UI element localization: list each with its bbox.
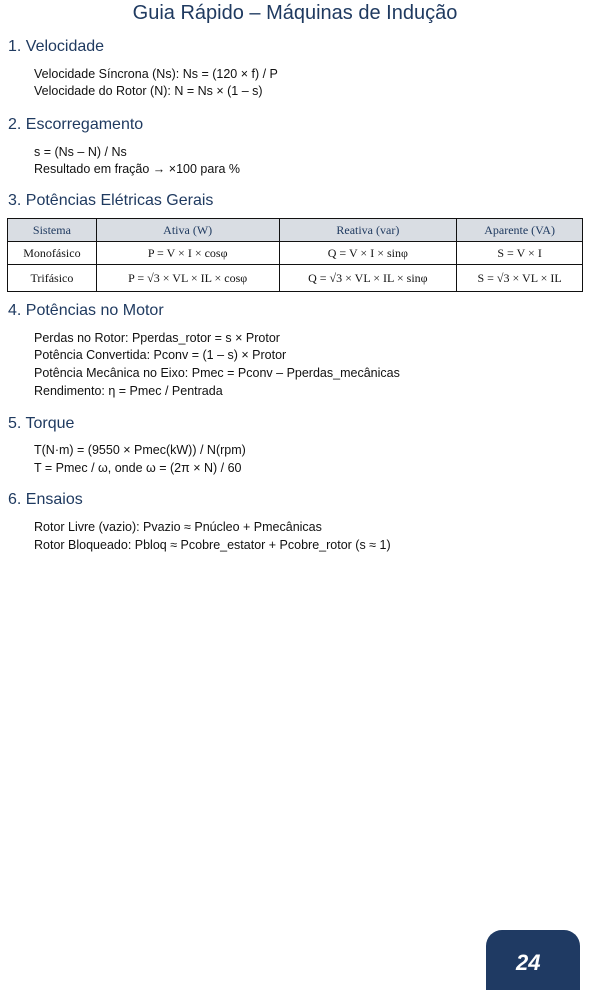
formula-line: Rotor Bloqueado: Pbloq ≈ Pcobre_estator + Pcobre_rotor (s ≈ 1) (34, 538, 391, 552)
section-title-velocidade: 1. Velocidade (8, 38, 105, 55)
table-cell: Q = V × I × sinφ (279, 242, 457, 265)
table-header-reativa: Reativa (var) (279, 219, 457, 242)
formula-line: Perdas no Rotor: Pperdas_rotor = s × Protor (34, 331, 280, 345)
power-table (7, 218, 583, 292)
formula-line: Potência Mecânica no Eixo: Pmec = Pconv – Pperdas_mecânicas (34, 366, 400, 380)
table-header-sistema: Sistema (8, 219, 97, 242)
table-row (8, 265, 583, 292)
table-cell: P = V × I × cosφ (96, 242, 279, 265)
table-header-ativa: Ativa (W) (96, 219, 279, 242)
formula-line: Resultado em fração → ×100 para % (34, 162, 241, 176)
section-title-ensaios: 6. Ensaios (8, 491, 83, 508)
section-title-escorregamento: 2. Escorregamento (8, 116, 144, 133)
formula-line: T(N·m) = (9550 × Pmec(kW)) / N(rpm) (34, 443, 246, 457)
formula-line: Velocidade Síncrona (Ns): Ns = (120 × f) / P (34, 67, 278, 81)
formula-line: Rotor Livre (vazio): Pvazio ≈ Pnúcleo + Pmecânicas (34, 520, 322, 534)
page-number: 24 (516, 950, 541, 975)
page-title: Guia Rápido – Máquinas de Indução (132, 2, 458, 24)
formula-line: Velocidade do Rotor (N): N = Ns × (1 – s) (34, 84, 263, 98)
section-title-potencias-motor: 4. Potências no Motor (8, 302, 164, 319)
formula-line: Rendimento: η = Pmec / Pentrada (34, 384, 223, 398)
section-title-torque: 5. Torque (8, 415, 75, 432)
table-cell: Monofásico (8, 242, 97, 265)
section-title-potencias-gerais: 3. Potências Elétricas Gerais (8, 192, 214, 209)
table-header-aparente: Aparente (VA) (457, 219, 583, 242)
formula-line: Potência Convertida: Pconv = (1 – s) × Protor (34, 348, 287, 362)
formula-line: s = (Ns – N) / Ns (34, 145, 127, 159)
table-row (8, 242, 583, 265)
table-cell: S = √3 × VL × IL (457, 265, 583, 292)
table-cell: S = V × I (457, 242, 583, 265)
table-cell: P = √3 × VL × IL × cosφ (96, 265, 279, 292)
page-number-badge (486, 930, 580, 990)
table-cell: Q = √3 × VL × IL × sinφ (279, 265, 457, 292)
table-cell: Trifásico (8, 265, 97, 292)
formula-line: T = Pmec / ω, onde ω = (2π × N) / 60 (34, 461, 242, 475)
